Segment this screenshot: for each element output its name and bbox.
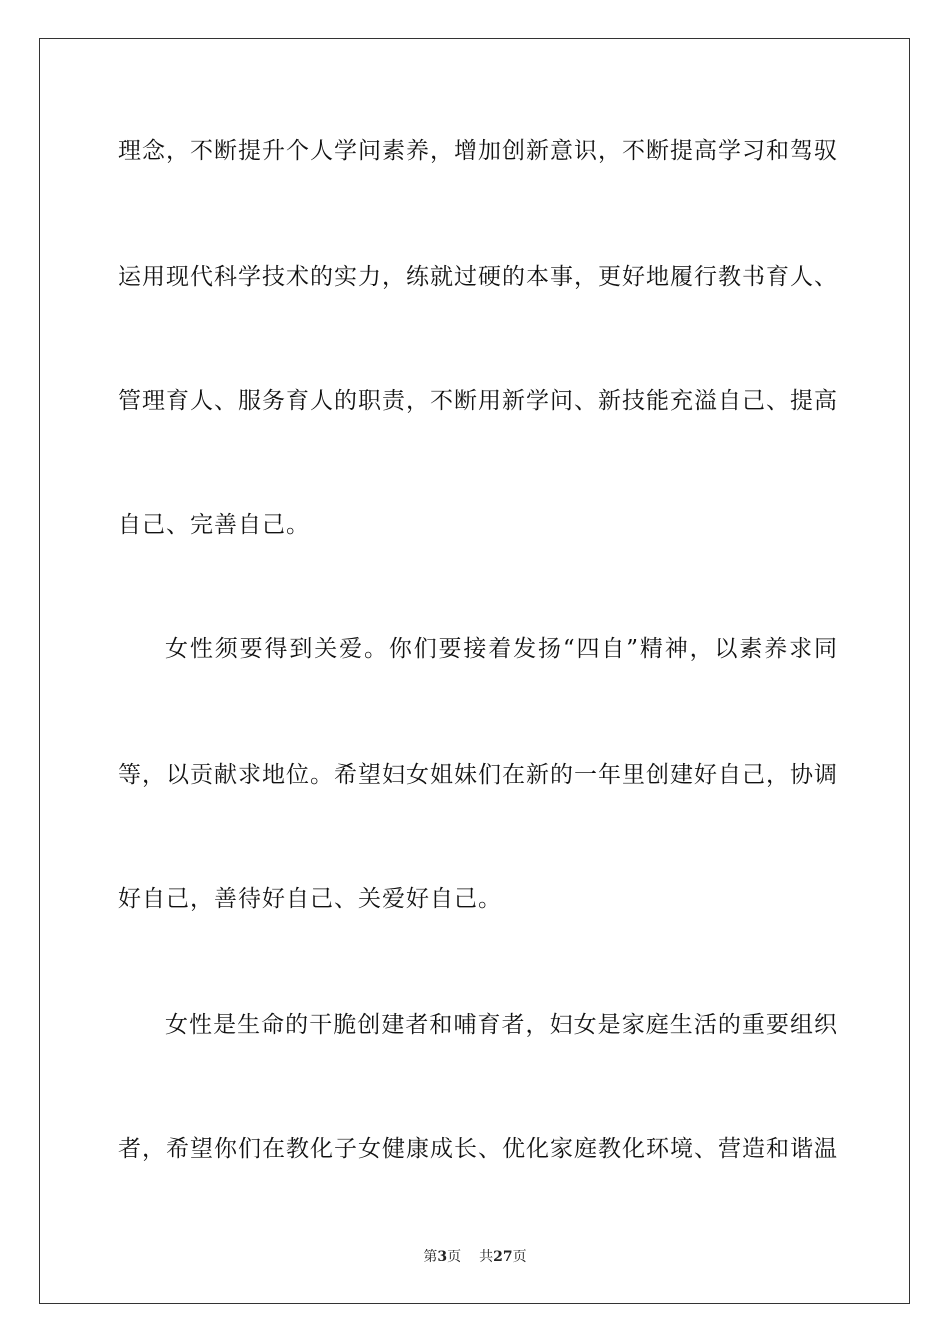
page-border xyxy=(39,38,910,1304)
body-text-line-4: 自己、完善自己。 xyxy=(118,512,310,538)
body-text-line-3: 管理育人、服务育人的职责，不断用新学问、新技能充溢自己、提高 xyxy=(118,388,838,414)
body-text-line-7: 好自己，善待好自己、关爱好自己。 xyxy=(118,886,502,912)
body-text-line-1: 理念，不断提升个人学问素养，增加创新意识，不断提高学习和驾驭 xyxy=(118,138,838,164)
total-prefix: 共 xyxy=(479,1249,494,1265)
page-suffix: 页 xyxy=(447,1249,462,1265)
total-suffix: 页 xyxy=(512,1249,527,1265)
page-prefix: 第 xyxy=(423,1249,438,1265)
body-text-line-6: 等，以贡献求地位。希望妇女姐妹们在新的一年里创建好自己，协调 xyxy=(118,762,838,788)
page-footer xyxy=(0,1246,950,1266)
body-text-line-2: 运用现代科学技术的实力，练就过硬的本事，更好地履行教书育人、 xyxy=(118,264,838,290)
page-number: 3 xyxy=(437,1249,448,1265)
total-pages: 27 xyxy=(493,1249,513,1265)
paragraph-start-line-5: 女性须要得到关爱。你们要接着发扬“四自”精神，以素养求同 xyxy=(165,636,838,662)
body-text-line-9: 者，希望你们在教化子女健康成长、优化家庭教化环境、营造和谐温 xyxy=(118,1136,838,1162)
paragraph-start-line-8: 女性是生命的干脆创建者和哺育者，妇女是家庭生活的重要组织 xyxy=(165,1012,838,1038)
